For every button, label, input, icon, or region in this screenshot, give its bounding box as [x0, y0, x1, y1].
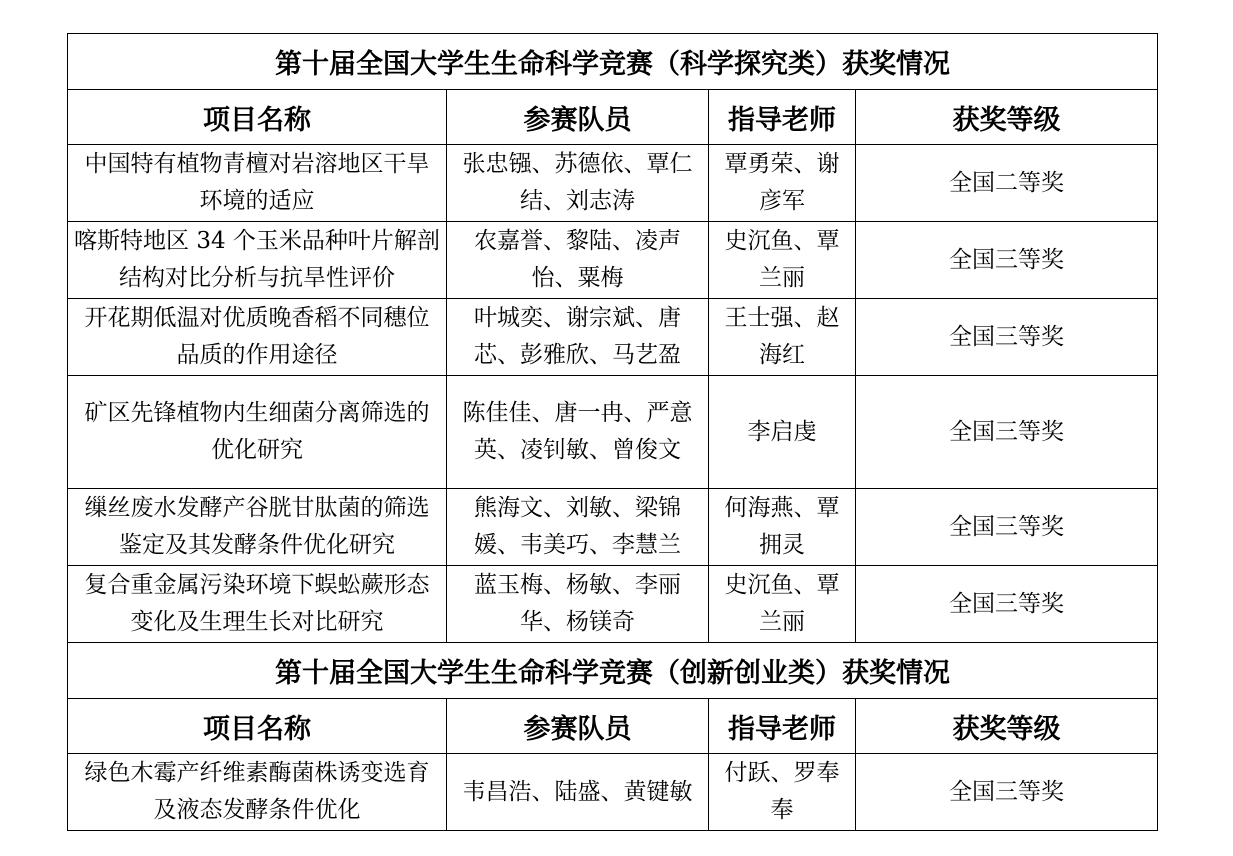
project-name-cell: 复合重金属污染环境下蜈蚣蕨形态变化及生理生长对比研究: [68, 566, 447, 643]
award-level-cell: 全国二等奖: [856, 145, 1158, 222]
team-members-cell: 熊海文、刘敏、梁锦媛、韦美巧、李慧兰: [447, 489, 709, 566]
project-name-cell: 绿色木霉产纤维素酶菌株诱变选育及液态发酵条件优化: [68, 754, 447, 831]
team-members-cell: 陈佳佳、唐一冉、严意英、凌钊敏、曾俊文: [447, 376, 709, 489]
project-name-cell: 开花期低温对优质晚香稻不同穗位品质的作用途径: [68, 299, 447, 376]
section-title-row: [68, 643, 1158, 699]
awards-table: [67, 33, 1158, 831]
table-row: [68, 566, 1158, 643]
project-name-cell: 喀斯特地区 34 个玉米品种叶片解剖结构对比分析与抗旱性评价: [68, 222, 447, 299]
table-row: [68, 145, 1158, 222]
project-name-cell: 缫丝废水发酵产谷胱甘肽菌的筛选鉴定及其发酵条件优化研究: [68, 489, 447, 566]
team-members-cell: 韦昌浩、陆盛、黄键敏: [447, 754, 709, 831]
advisor-cell: 付跃、罗奉奉: [709, 754, 856, 831]
team-members-cell: 农嘉誉、黎陆、凌声怡、粟梅: [447, 222, 709, 299]
project-name-cell: 中国特有植物青檀对岩溶地区干旱环境的适应: [68, 145, 447, 222]
award-level-cell: 全国三等奖: [856, 489, 1158, 566]
header-row: [68, 90, 1158, 145]
advisor-cell: 王士强、赵海红: [709, 299, 856, 376]
column-header-level: 获奖等级: [856, 90, 1158, 145]
section-title-row: [68, 34, 1158, 90]
team-members-cell: 张忠镪、苏德依、覃仁结、刘志涛: [447, 145, 709, 222]
table-row: [68, 489, 1158, 566]
column-header-project: 项目名称: [68, 699, 447, 754]
advisor-cell: 李启虔: [709, 376, 856, 489]
advisor-cell: 史沉鱼、覃兰丽: [709, 566, 856, 643]
award-level-cell: 全国三等奖: [856, 754, 1158, 831]
header-row: [68, 699, 1158, 754]
column-header-project: 项目名称: [68, 90, 447, 145]
column-header-team: 参赛队员: [447, 90, 709, 145]
table-row: [68, 299, 1158, 376]
advisor-cell: 何海燕、覃拥灵: [709, 489, 856, 566]
advisor-cell: 史沉鱼、覃兰丽: [709, 222, 856, 299]
table-row: [68, 376, 1158, 489]
section-title: 第十届全国大学生生命科学竞赛（创新创业类）获奖情况: [68, 643, 1158, 699]
team-members-cell: 蓝玉梅、杨敏、李丽华、杨镁奇: [447, 566, 709, 643]
column-header-team: 参赛队员: [447, 699, 709, 754]
table-row: [68, 754, 1158, 831]
award-level-cell: 全国三等奖: [856, 566, 1158, 643]
project-name-cell: 矿区先锋植物内生细菌分离筛选的优化研究: [68, 376, 447, 489]
award-level-cell: 全国三等奖: [856, 222, 1158, 299]
advisor-cell: 覃勇荣、谢彦军: [709, 145, 856, 222]
section-title: 第十届全国大学生生命科学竞赛（科学探究类）获奖情况: [68, 34, 1158, 90]
team-members-cell: 叶城奕、谢宗斌、唐芯、彭雅欣、马艺盈: [447, 299, 709, 376]
award-level-cell: 全国三等奖: [856, 376, 1158, 489]
column-header-teacher: 指导老师: [709, 90, 856, 145]
column-header-level: 获奖等级: [856, 699, 1158, 754]
column-header-teacher: 指导老师: [709, 699, 856, 754]
award-level-cell: 全国三等奖: [856, 299, 1158, 376]
table-row: [68, 222, 1158, 299]
